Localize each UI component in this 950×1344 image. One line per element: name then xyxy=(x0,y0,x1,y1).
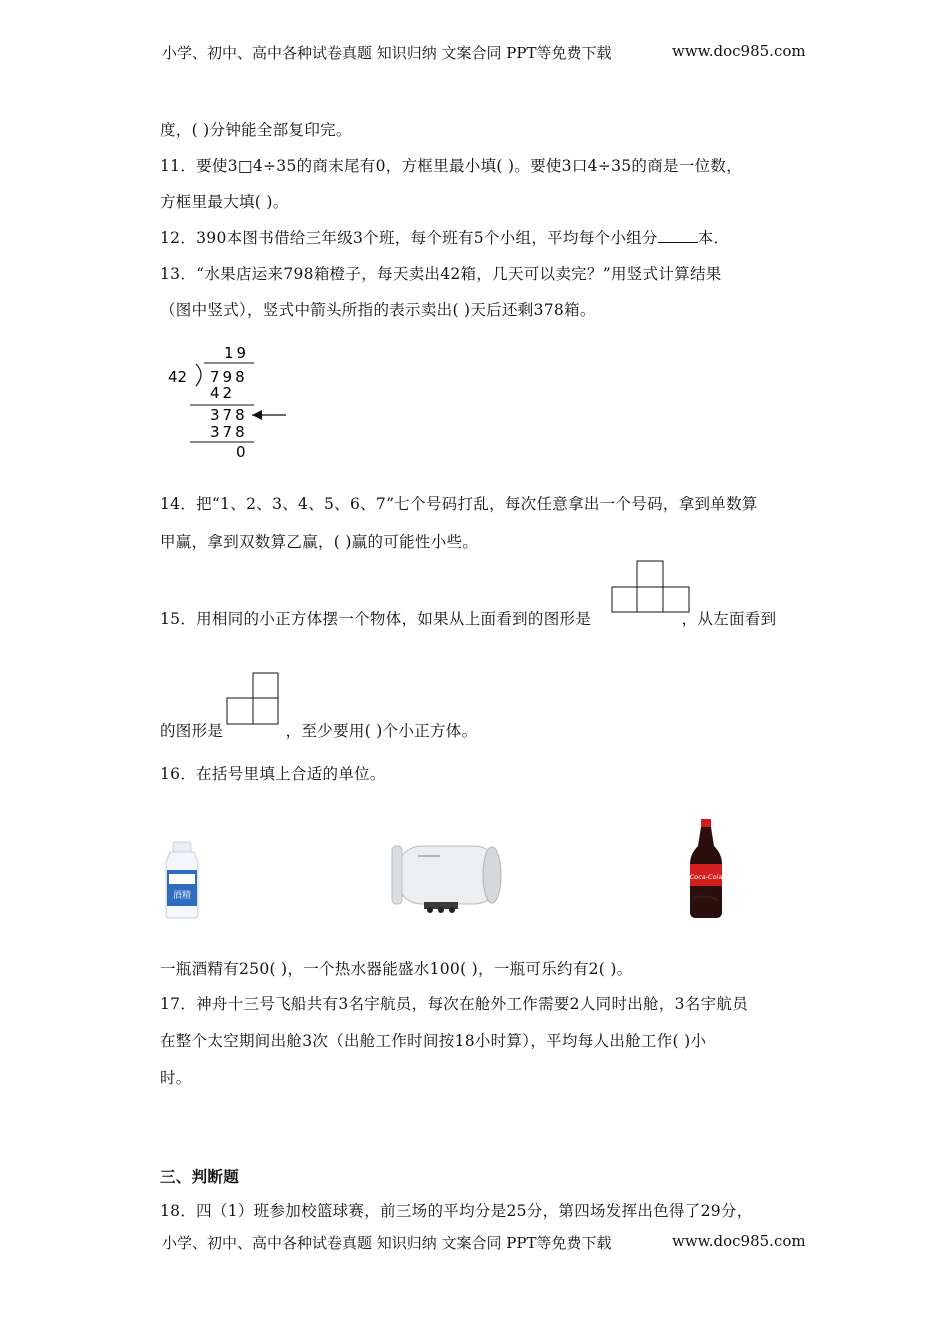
question-16: 16．在括号里填上合适的单位。 xyxy=(160,765,386,783)
question-15-text-d: ，至少要用( )个小正方体。 xyxy=(285,722,478,740)
division-divisor: 42 xyxy=(168,368,188,386)
question-15-text-c: 的图形是 xyxy=(160,722,224,740)
question-18-line1: 18．四（1）班参加校篮球赛，前三场的平均分是25分，第四场发挥出色得了29分， xyxy=(160,1202,753,1220)
division-quotient: 19 xyxy=(224,344,250,362)
long-division-figure xyxy=(160,338,300,466)
question-15-text-a: 15．用相同的小正方体摆一个物体，如果从上面看到的图形是 xyxy=(160,610,592,628)
question-13-line1: 13．“水果店运来798箱橙子，每天卖出42箱，几天可以卖完？”用竖式计算结果 xyxy=(160,265,722,283)
division-remainder1: 378 xyxy=(210,406,248,424)
top-view-figure xyxy=(611,560,691,614)
question-17-line1: 17．神舟十三号飞船共有3名宇航员，每次在舱外工作需要2人同时出舱，3名宇航员 xyxy=(160,995,749,1013)
answer-blank[interactable] xyxy=(658,228,698,243)
division-step2: 378 xyxy=(210,423,248,441)
question-14-line1: 14．把“1、2、3、4、5、6、7”七个号码打乱，每次任意拿出一个号码，拿到单数算 xyxy=(160,495,758,513)
division-dividend: 798 xyxy=(210,368,248,386)
question-12-text: 12．390本图书借给三年级3个班，每个班有5个小组，平均每个小组分 xyxy=(160,229,658,247)
question-15-line2 xyxy=(160,719,477,741)
question-14-line2: 甲赢，拿到双数算乙赢，( )赢的可能性小些。 xyxy=(160,533,479,551)
page-header-url[interactable]: www.doc985.com xyxy=(672,42,806,60)
bottle-label-text: 酒精 xyxy=(172,891,192,901)
left-view-figure xyxy=(226,672,280,726)
question-11-line2: 方框里最大填( )。 xyxy=(160,193,289,211)
line-q10-end: 度，( )分钟能全部复印完。 xyxy=(160,121,352,139)
division-step1: 42 xyxy=(210,384,236,402)
page-header-left: 小学、初中、高中各种试卷真题 知识归纳 文案合同 PPT等免费下载 xyxy=(162,44,612,62)
water-heater-image xyxy=(388,842,504,914)
cola-bottle-image xyxy=(684,818,728,920)
question-11-line1: 11．要使3□4÷35的商末尾有0，方框里最小填( )。要使3口4÷35的商是一位数， xyxy=(160,157,743,175)
page-footer-left: 小学、初中、高中各种试卷真题 知识归纳 文案合同 PPT等免费下载 xyxy=(162,1234,612,1252)
question-15-text-b: ，从左面看到 xyxy=(681,610,777,628)
section-title-judgement: 三、判断题 xyxy=(160,1167,240,1186)
arrow-icon xyxy=(252,410,262,420)
question-12 xyxy=(160,226,729,248)
question-17-line2: 在整个太空期间出舱3次（出舱工作时间按18小时算），平均每人出舱工作( )小 xyxy=(160,1032,707,1050)
question-17-line3: 时。 xyxy=(160,1069,192,1087)
question-13-line2: （图中竖式），竖式中箭头所指的表示卖出( )天后还剩378箱。 xyxy=(160,301,596,319)
division-final: 0 xyxy=(236,443,246,461)
question-16-answers: 一瓶酒精有250( )，一个热水器能盛水100( )，一瓶可乐约有2( )。 xyxy=(160,960,633,978)
page-footer-url[interactable]: www.doc985.com xyxy=(672,1232,806,1250)
alcohol-bottle-image xyxy=(160,840,204,920)
question-12-unit: 本． xyxy=(697,229,730,247)
cola-label-text: Coca-Cola xyxy=(689,873,723,881)
